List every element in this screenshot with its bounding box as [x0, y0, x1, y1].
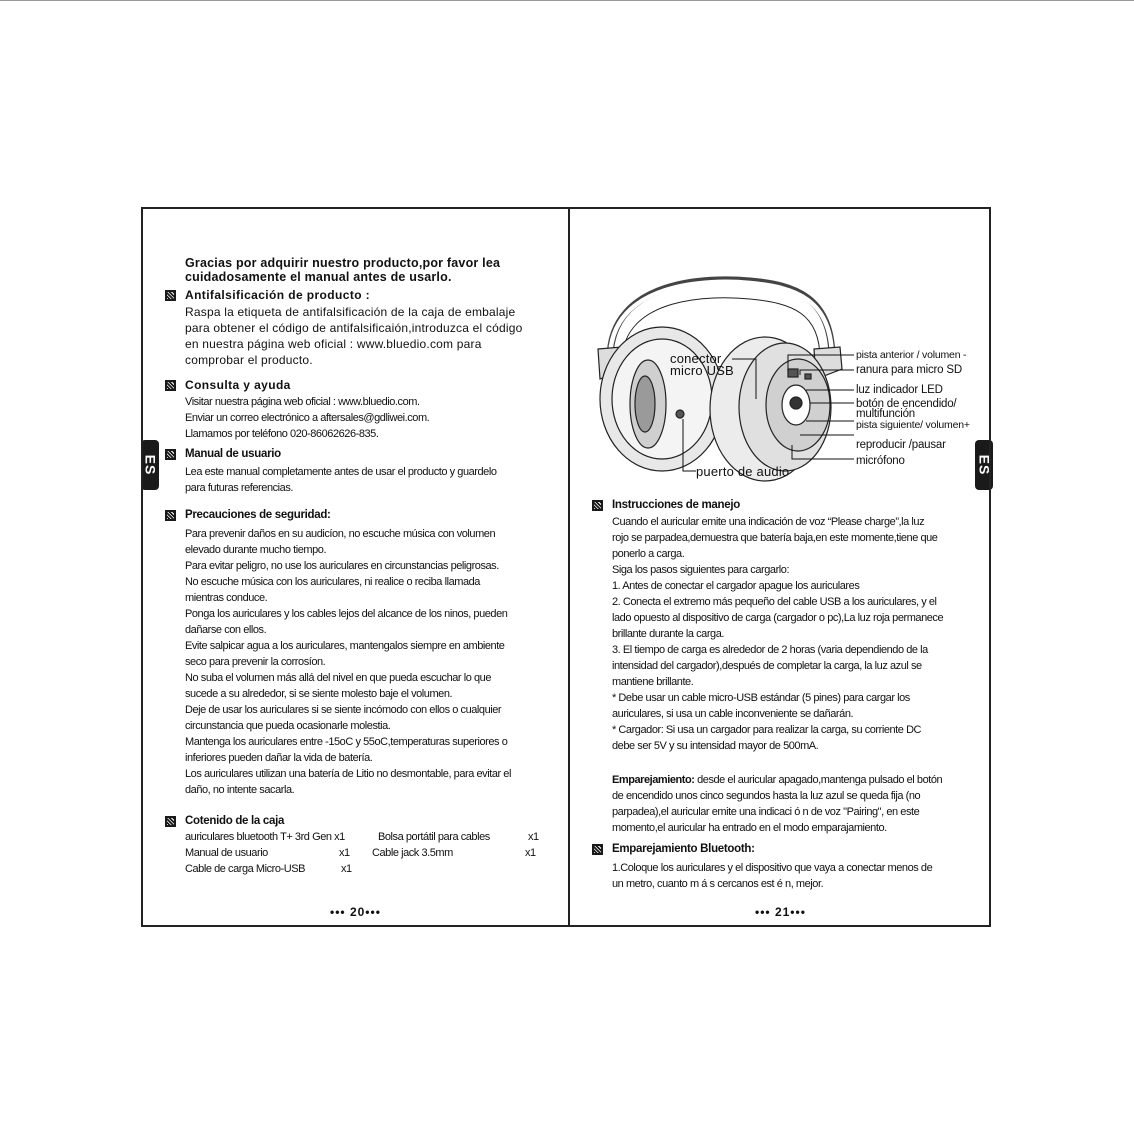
box-item-qty: x1: [525, 847, 536, 859]
consulta-paragraph: Visitar nuestra página web oficial : www.bluedio.com. Enviar un correo electrónico a aftersales@gdliwei.com. Llamamos por teléfono 020-86062626-835.: [185, 396, 430, 440]
section-bullet-icon: [592, 500, 603, 511]
label-luz-led: luz indicador LED: [856, 384, 943, 396]
section-bullet-icon: [165, 816, 176, 827]
box-item-qty: x1: [341, 863, 352, 875]
box-item: auriculares bluetooth T+ 3rd Gen x1: [185, 831, 345, 843]
language-tab-right: ES: [975, 440, 993, 490]
section-bullet-icon: [165, 380, 176, 391]
page-20: [143, 209, 568, 925]
section-instrucciones-heading: Instrucciones de manejo: [592, 499, 740, 511]
label-microfono: micrófono: [856, 455, 905, 467]
section-manual-heading: Manual de usuario: [165, 448, 281, 460]
label-boton-encendido: botón de encendido/ multifunción: [856, 398, 957, 420]
top-rule: [0, 0, 1134, 1]
box-item: Cable de carga Micro-USB: [185, 863, 306, 875]
precauciones-paragraph: Para prevenir daños en su audicíon, no escuche música con volumen elevado durante mucho tiempo. Para evitar peligro, no use los auriculares en circunstancias peligrosas. No escuche música con los auriculares, ni realice o reciba llamada mientras conduce. Ponga los auriculares y los cables lejos del alcance de los ninos, pueden dañarse con ellos. Evite salpicar agua a los auriculares, mantengalos siempre en ambiente seco para prevenir la corrosíon. No suba el volumen más allá del nivel en que pueda escuchar lo que sucede a su alrededor, si se siente molesto baje el volumen. Deje de usar los auriculares si se siente incómodo con ellos o cualquier circunstancia que pueda ocasionarle molestia. Mantenga los auriculares entre -15oC y 55oC,temperaturas superiores o inferiores pueden dañar la vida de batería. Los auriculares utilizan una batería de Litio no desmontable, para evitar el daño, no intente sacarla.: [185, 528, 511, 796]
section-bullet-icon: [165, 510, 176, 521]
headphone-illustration: [598, 280, 842, 481]
box-item: Manual de usuario: [185, 847, 268, 859]
label-reproducir-pausar: reproducir /pausar: [856, 439, 946, 451]
section-bullet-icon: [165, 290, 176, 301]
intro-line: Gracias por adquirir nuestro producto,por favor lea: [185, 256, 501, 270]
manual-spread: [141, 207, 991, 927]
box-item-qty: x1: [339, 847, 350, 859]
page-number: ••• 21•••: [755, 905, 806, 919]
page-21: [570, 209, 991, 925]
label-pista-siguiente: pista siguiente/ volumen+: [856, 419, 970, 431]
label-puerto-audio: puerto de audio: [696, 464, 790, 479]
bluetooth-paragraph: 1.Coloque los auriculares y el dispositivo que vaya a conectar menos de un metro, cuanto m á s cercanos est é n, mejor.: [612, 862, 933, 890]
box-item: Bolsa portátil para cables: [378, 831, 490, 843]
box-item-qty: x1: [528, 831, 539, 843]
label-conector-micro-usb: conector micro USB: [670, 351, 734, 378]
section-precauciones-heading: Precauciones de seguridad:: [165, 509, 331, 521]
instrucciones-paragraph: Cuando el auricular emite una indicación de voz “Please charge”,la luz rojo se parpadea,demuestra que batería baja,en este momente,tiene que ponerlo a carga. Siga los pasos siguientes para cargarlo: 1. Antes de conectar el cargador apague los auriculares 2. Conecta el extremo más pequeño del cable USB a los auriculares, y el lado opuesto al dispositivo de carga (cargador o pc),La luz roja permanece brillante durante la carga. 3. El tiempo de carga es alrededor de 2 horas (varia dependiendo de la intensidad del cargador),después de completar la carga, la luz azul se mantiene brillante. * Debe usar un cable micro-USB estándar (5 pines) para cargar los auriculares, si usa un cable inconveniente se dañarán. * Cargador: Si usa un cargador para realizar la carga, su corriente DC debe ser 5V y su intensidad mayor de 500mA.: [612, 516, 944, 752]
label-ranura-micro-sd: ranura para micro SD: [856, 364, 962, 376]
emparejamiento-label: Emparejamiento:: [612, 774, 695, 786]
section-caja-heading: Cotenido de la caja: [165, 815, 284, 827]
section-anti-heading: Antifalsificación de producto :: [165, 288, 370, 302]
page-number: ••• 20•••: [330, 905, 381, 919]
box-item: Cable jack 3.5mm: [372, 847, 453, 859]
section-bluetooth-heading: Emparejamiento Bluetooth:: [592, 843, 755, 855]
intro-line: cuidadosamente el manual antes de usarlo.: [185, 270, 452, 284]
section-bullet-icon: [592, 844, 603, 855]
label-pista-anterior: pista anterior / volumen -: [856, 349, 967, 361]
anti-paragraph: Raspa la etiqueta de antifalsificación de la caja de embalaje para obtener el código de antifalsificaión,introduzca el código en nuestra página web oficial : www.bluedio.com para comprobar el producto.: [185, 305, 523, 367]
language-tab-left: ES: [141, 440, 159, 490]
intro-text: [185, 256, 565, 284]
section-bullet-icon: [165, 449, 176, 460]
section-consulta-heading: Consulta y ayuda: [165, 378, 291, 392]
manual-paragraph: Lea este manual completamente antes de usar el producto y guardelo para futuras referencias.: [185, 466, 497, 494]
emparejamiento-paragraph: Emparejamiento: desde el auricular apagado,mantenga pulsado el botón de encendido unos cinco segundos hasta la luz azul se queda fija (no parpadea),el auricular emite una indicaci ó n de voz "Pairing", en este momento,el auricular ha entrado en el modo emparajamiento.: [612, 774, 943, 834]
